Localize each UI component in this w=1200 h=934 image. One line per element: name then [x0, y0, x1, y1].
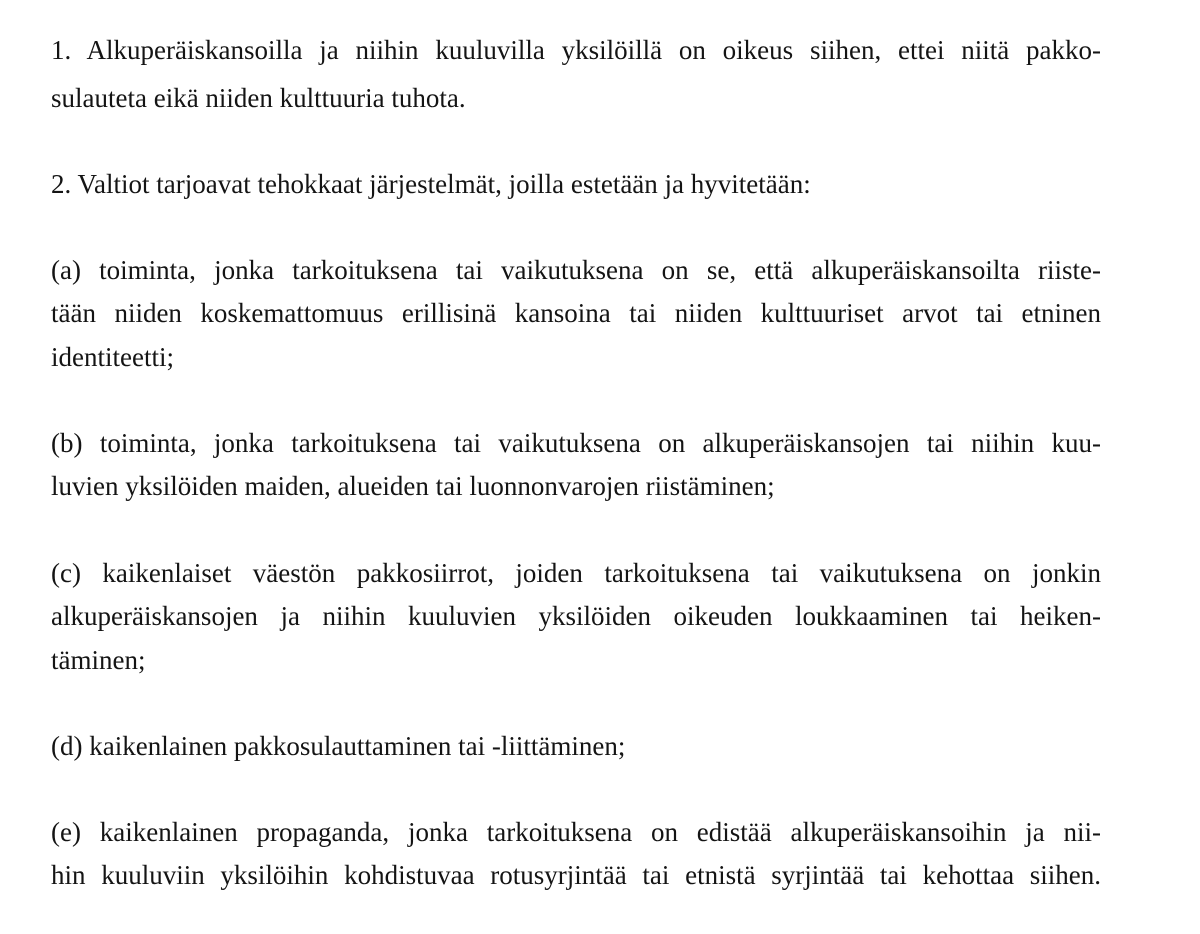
text-line: alkuperäiskansojen ja niihin kuuluvien yksilöiden oikeuden loukkaaminen tai heiken-	[51, 601, 1101, 631]
text-line: (b) toiminta, jonka tarkoituksena tai vaikutuksena on alkuperäiskansojen tai niihin kuu-	[51, 428, 1101, 458]
text-line: (e) kaikenlainen propaganda, jonka tarkoituksena on edistää alkuperäiskansoihin ja nii-	[51, 817, 1101, 847]
text-line: (d) kaikenlainen pakkosulauttaminen tai -liittäminen;	[51, 731, 626, 761]
text-line: sulauteta eikä niiden kulttuuria tuhota.	[51, 83, 466, 113]
text-line: 2. Valtiot tarjoavat tehokkaat järjestelmät, joilla estetään ja hyvitetään:	[51, 169, 811, 199]
text-line: täminen;	[51, 645, 146, 675]
text-line: 1. Alkuperäiskansoilla ja niihin kuuluvilla yksilöillä on oikeus siihen, ettei niitä pakko-	[51, 35, 1101, 65]
text-line: tään niiden koskemattomuus erillisinä kansoina tai niiden kulttuuriset arvot tai etninen	[51, 298, 1101, 328]
text-line: hin kuuluviin yksilöihin kohdistuvaa rotusyrjintää tai etnistä syrjintää tai kehottaa siihen.	[51, 860, 1101, 890]
text-line: (a) toiminta, jonka tarkoituksena tai vaikutuksena on se, että alkuperäiskansoilta riiste-	[51, 255, 1101, 285]
text-line: (c) kaikenlaiset väestön pakkosiirrot, joiden tarkoituksena tai vaikutuksena on jonkin	[51, 558, 1101, 588]
text-line: luvien yksilöiden maiden, alueiden tai luonnonvarojen riistäminen;	[51, 471, 775, 501]
text-line: identiteetti;	[51, 342, 174, 372]
